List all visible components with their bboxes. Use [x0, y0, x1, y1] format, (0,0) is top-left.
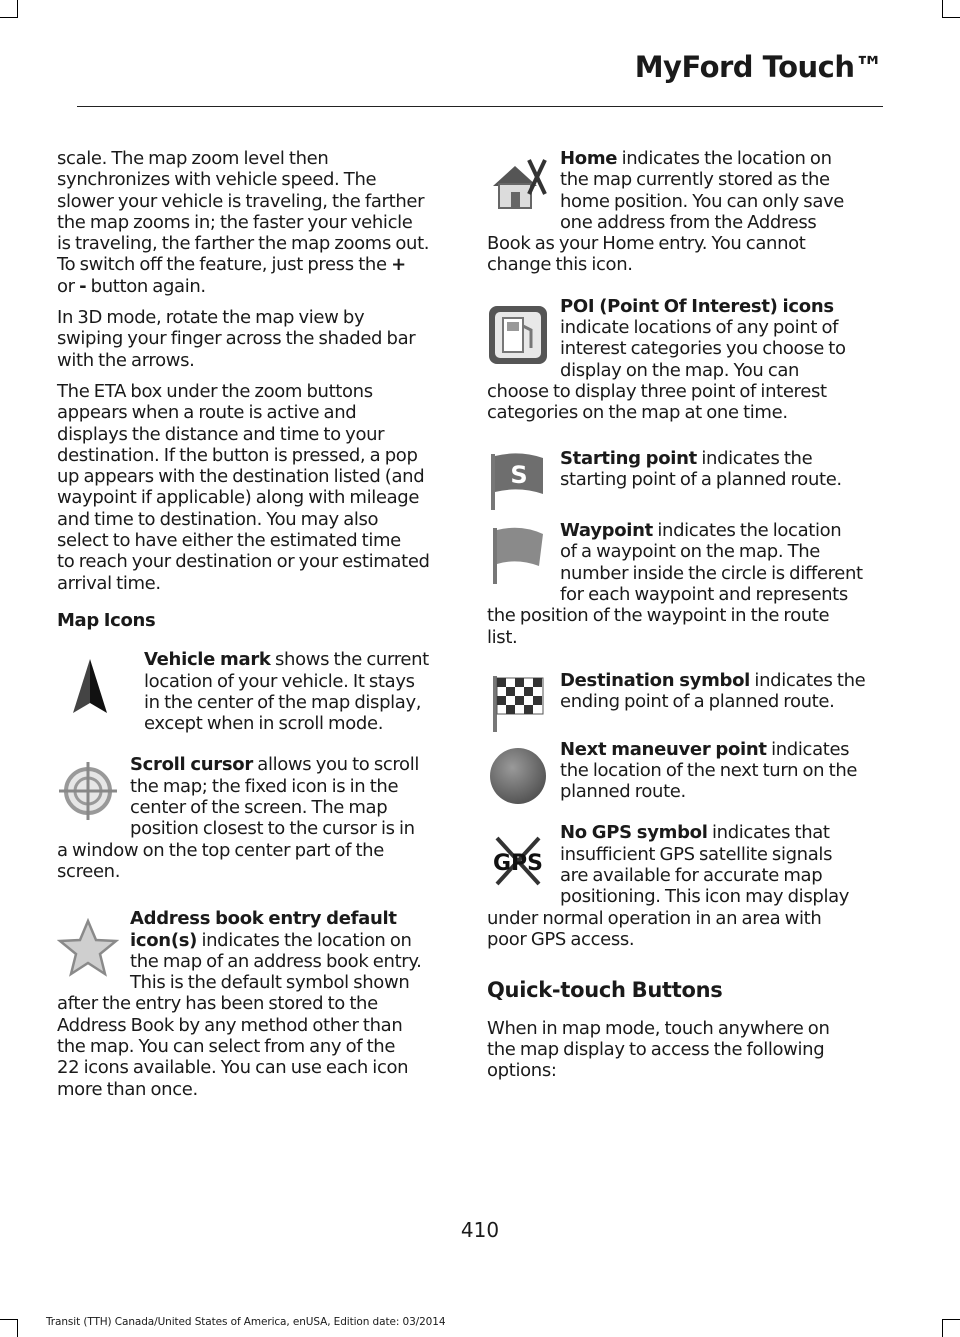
crop-mark: [17, 0, 18, 18]
left-column: [57, 148, 449, 1120]
no-gps-icon-text: GPS: [492, 851, 544, 877]
house-icon: [487, 154, 549, 216]
page-header-title: MyFord Touch™: [634, 50, 883, 84]
crop-mark: [942, 1319, 943, 1337]
poi-text: POI (Point Of Interest) icons indicate locations of any point of interest categories you choose to display on the map. You can choose to display three point of interest categories on the map at one time.: [487, 295, 846, 424]
scroll-cursor-text: Scroll cursor allows you to scroll the map; the fixed icon is in the center of the screen. The map position closest to the cursor is in a window on the top center part of the screen.: [57, 754, 420, 882]
crosshair-icon: [57, 760, 119, 822]
edition-footer: Transit (TTH) Canada/United States of America, enUSA, Edition date: 03/2014: [46, 1316, 446, 1328]
zoom-paragraph: scale. The map zoom level then synchronizes with vehicle speed. The slower your vehicle is traveling, the farther the map zooms in; the faster your vehicle is traveling, the farther the map zooms out. To switch off the feature, just press the + or - button again.: [57, 148, 430, 297]
page-number: 410: [460, 1218, 500, 1242]
address-book-text: Address book entry default icon(s) indicates the location on the map of an address book entry. This is the default symbol shown after the entry has been stored to the Address Book by any method other than the map. You can select from any of the 22 icons available. You can use each icon more than once.: [57, 908, 422, 1100]
no-gps-icon: [487, 830, 549, 892]
no-gps-entry: [487, 822, 882, 950]
waypoint-flag-icon: [487, 524, 549, 586]
starting-point-text: Starting point indicates the starting point of a planned route.: [560, 447, 842, 490]
crop-mark: [942, 17, 960, 18]
waypoint-text: Waypoint indicates the location of a waypoint on the map. The number inside the circle is different for each waypoint and represents the position of the waypoint in the route list.: [487, 520, 863, 648]
header-divider: [77, 106, 883, 107]
map-icons-heading: Map Icons: [57, 609, 156, 631]
right-column: [487, 148, 882, 1091]
quick-touch-text: When in map mode, touch anywhere on the map display to access the following options:: [487, 1017, 830, 1082]
home-entry: [487, 148, 882, 276]
plus-symbol: +: [391, 254, 406, 276]
next-maneuver-entry: [487, 739, 882, 803]
eta-paragraph: The ETA box under the zoom buttons appears when a route is active and displays the distance and time to your destination. If the button is pressed, a pop up appears with the destination listed (and waypoint if applicable) along with mileage and time to destination. You may also select to have either the estimated time to reach your destination or your estimated arrival time.: [57, 380, 430, 594]
crop-mark: [17, 1319, 18, 1337]
minus-symbol: -: [79, 275, 87, 297]
crop-mark: [0, 1319, 18, 1320]
start-flag-icon: [487, 450, 549, 512]
crop-mark: [0, 17, 18, 18]
next-maneuver-text: Next maneuver point indicates the location of the next turn on the planned route.: [560, 738, 858, 803]
home-text: Home indicates the location on the map currently stored as the home position. You can only save one address from the Address Book as your Home entry. You cannot change this icon.: [487, 148, 845, 276]
vehicle-mark-text: Vehicle mark shows the current location of your vehicle. It stays in the center of the map display, except when in scroll mode.: [144, 649, 429, 735]
waypoint-entry: [487, 520, 882, 648]
3d-mode-paragraph: In 3D mode, rotate the map view by swiping your finger across the shaded bar with the arrows.: [57, 307, 416, 371]
poi-entry: [487, 296, 882, 424]
sphere-icon: [487, 745, 549, 807]
destination-entry: [487, 670, 882, 713]
crop-mark: [942, 1319, 960, 1320]
crop-mark: [942, 0, 943, 18]
starting-point-entry: [487, 448, 882, 491]
scroll-cursor-entry: [57, 754, 449, 882]
navigation-arrow-icon: [59, 655, 121, 717]
checkered-flag-icon: [487, 672, 549, 734]
destination-text: Destination symbol indicates the ending point of a planned route.: [560, 669, 866, 713]
no-gps-text: No GPS symbol indicates that insufficient GPS satellite signals are available for accurate map positioning. This icon may display under normal operation in an area with poor GPS access.: [487, 822, 850, 950]
star-icon: [57, 918, 119, 980]
vehicle-mark-entry: [57, 649, 449, 734]
address-book-entry: [57, 908, 449, 1100]
quick-touch-heading: Quick-touch Buttons: [487, 978, 723, 1003]
svg-text:S: S: [510, 460, 528, 489]
fuel-pump-icon: [487, 304, 549, 366]
